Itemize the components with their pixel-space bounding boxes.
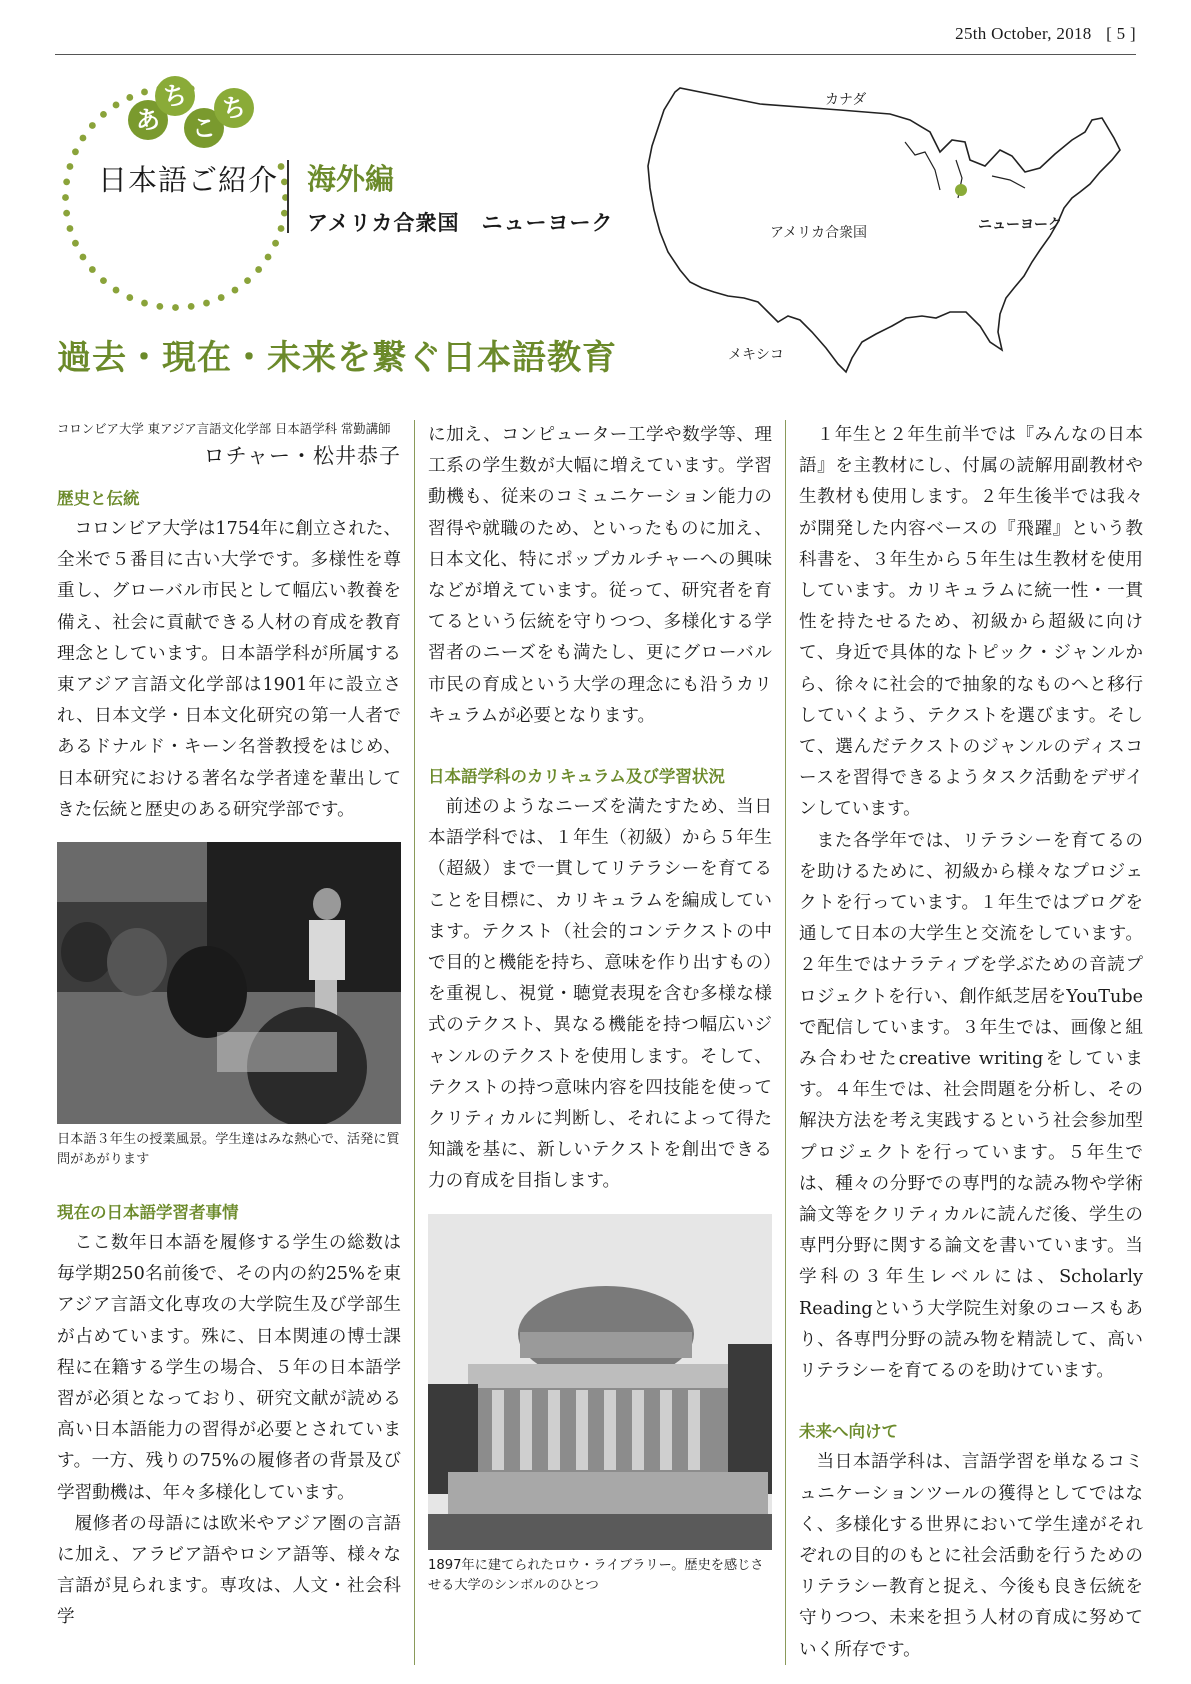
logo-dot bbox=[62, 194, 69, 201]
date-text: 25th October, 2018 bbox=[955, 24, 1092, 43]
section-heading-current: 現在の日本語学習者事情 bbox=[57, 1203, 239, 1223]
page-number: [ 5 ] bbox=[1106, 24, 1136, 43]
location-title: アメリカ合衆国 ニューヨーク bbox=[307, 211, 614, 235]
paragraph: また各学年では、リテラシーを育てるのを助けるために、初級から様々なプロジェクトを行っています。１年生ではブログを通して日本の大学生と交流をしています。２年生ではナラティブを学ぶための音読プロジェクトを行い、創作紙芝居をYouTubeで配信しています。３年生では、画像と組み合わせたcreative writingをしています。４年生では、社会問題を分析し、その解決方法を考え実践するという社会参加型プロジェクトを行っています。５年生では、種々の分野での専門的な読み物や学術論文等をクリティカルに読んだ後、学生の専門分野に関する論文を書いています。当学科の３年生レベルには、Scholarly Readingという大学院生対象のコースもあり、各専門分野の読み物を精読して、高いリテラシーを育てるのを助けています。 bbox=[799, 830, 1143, 1382]
article-column-2 bbox=[428, 420, 772, 1596]
logo-dot bbox=[156, 303, 163, 310]
paragraph: 前述のようなニーズを満たすため、当日本語学科では、１年生（初級）から５年生（超級）まで一貫してリテラシーを育てることを目標に、カリキュラムを編成しています。テクスト（社会的コンテクストの中で目的と機能を持ち、意味を作り出すもの）を重視し、視覚・聴覚表現を含む多様な様式のテクスト、異なる機能を持つ幅広いジャンルのテクストを使用します。そして、テクストの持つ意味内容を四技能を使ってクリティカルに判断し、それによって得た知識を基に、新しいテクストを創出できる力の育成を目指します。 bbox=[428, 797, 772, 1192]
paragraph: ここ数年日本語を履修する学生の総数は毎学期250名前後で、その内の約25%を東アジア言語文化専攻の大学院生及び学部生が占めています。殊に、日本関連の博士課程に在籍する学生の場合、５年の日本語学習が必須となっており、研究文献が読める高い日本語能力の習得が必要とされています。一方、残りの75%の履修者の背景及び学習動機は、年々多様化しています。 bbox=[57, 1233, 401, 1503]
logo-dot bbox=[67, 163, 74, 170]
series-title: 海外編 bbox=[307, 162, 395, 196]
logo-bubble-ko: こ bbox=[184, 108, 224, 148]
logo-dot bbox=[218, 294, 225, 301]
article-column-1 bbox=[57, 420, 401, 1634]
logo-dot bbox=[188, 303, 195, 310]
logo-dot bbox=[141, 89, 148, 96]
logo-dot bbox=[278, 225, 285, 232]
logo-dot bbox=[72, 148, 79, 155]
map-label-mexico: メキシコ bbox=[728, 347, 784, 363]
logo-dot bbox=[100, 277, 107, 284]
library-photo bbox=[428, 1214, 772, 1550]
logo-dot bbox=[89, 266, 96, 273]
usa-map bbox=[640, 80, 1160, 380]
logo-title: 日本語ご紹介 bbox=[98, 163, 279, 197]
logo-dot bbox=[89, 122, 96, 129]
author-name: ロチャー・松井恭子 bbox=[203, 444, 401, 468]
logo-dot bbox=[80, 135, 87, 142]
logo-dot bbox=[100, 111, 107, 118]
logo-dot bbox=[244, 277, 251, 284]
column-divider-2 bbox=[785, 420, 786, 1665]
logo-dot bbox=[272, 240, 279, 247]
logo-dot bbox=[126, 94, 133, 101]
logo-dot bbox=[255, 266, 262, 273]
logo-divider bbox=[287, 160, 289, 233]
logo-dot bbox=[141, 300, 148, 307]
logo-dot bbox=[113, 287, 120, 294]
logo-dot bbox=[63, 178, 70, 185]
section-heading-future: 未来へ向けて bbox=[799, 1422, 898, 1442]
logo-dot bbox=[126, 294, 133, 301]
paragraph: 履修者の母語には欧米やアジア圏の言語に加え、アラビア語やロシア語等、様々な言語が見られます。専攻は、人文・社会科学 bbox=[57, 1513, 401, 1628]
logo-dot bbox=[278, 163, 285, 170]
logo-dot bbox=[265, 254, 272, 261]
map-label-canada: カナダ bbox=[825, 92, 867, 108]
author-affiliation: コロンビア大学 東アジア言語文化学部 日本語学科 常勤講師 bbox=[57, 421, 391, 436]
map-label-newyork: ニューヨーク bbox=[978, 217, 1062, 233]
map-label-usa: アメリカ合衆国 bbox=[770, 225, 868, 241]
issue-date bbox=[955, 24, 1136, 44]
logo-bubble-chi2: ち bbox=[214, 88, 254, 128]
usa-outline bbox=[640, 80, 1160, 380]
logo-dot bbox=[72, 240, 79, 247]
header-rule bbox=[55, 54, 1136, 55]
logo-bubble-chi1: ち bbox=[155, 76, 195, 116]
section-heading-history: 歴史と伝統 bbox=[57, 489, 140, 508]
paragraph: 当日本語学科は、言語学習を単なるコミュニケーションツールの獲得としてではなく、多様化する世界において学生達がそれぞれの目的のもとに社会活動を行うためのリテラシー教育と捉え、今後も良き伝統を守りつつ、未来を担う人材の育成に努めていく所存です。 bbox=[799, 1452, 1143, 1660]
logo-dot bbox=[113, 102, 120, 109]
logo-dot bbox=[67, 225, 74, 232]
article-headline: 過去・現在・未来を繋ぐ日本語教育 bbox=[57, 338, 617, 378]
logo-dot bbox=[80, 254, 87, 261]
column-divider-1 bbox=[414, 420, 415, 1665]
logo-dot bbox=[203, 300, 210, 307]
paragraph: コロンビア大学は1754年に創立された、全米で５番目に古い大学です。多様性を尊重し、グローバル市民として幅広い教養を備え、社会に貢献できる人材の育成を教育理念としています。日本語学科が所属する東アジア言語文化学部は1901年に設立され、日本文学・日本文化研究の第一人者であるドナルド・キーン名誉教授をはじめ、日本研究における著名な学者達を輩出してきた伝統と歴史のある研究学部です。 bbox=[57, 519, 401, 820]
article-column-3 bbox=[799, 420, 1143, 1666]
classroom-photo-caption: 日本語３年生の授業風景。学生達はみな熱心で、活発に質問があがります bbox=[57, 1132, 400, 1168]
section-heading-curriculum: 日本語学科のカリキュラム及び学習状況 bbox=[428, 767, 725, 787]
logo-dot bbox=[63, 210, 70, 217]
logo-dot bbox=[232, 287, 239, 294]
logo-bubble-a: あ bbox=[128, 100, 168, 140]
paragraph: に加え、コンピューター工学や数学等、理工系の学生数が大幅に増えています。学習動機も、従来のコミュニケーション能力の習得や就職のため、といったものに加え、日本文化、特にポップカルチャーへの興味などが増えています。従って、研究者を育てるという伝統を守りつつ、多様化する学習者のニーズをも満たし、更にグローバル市民の育成という大学の理念にも沿うカリキュラムが必要となります。 bbox=[428, 425, 772, 726]
library-photo-caption: 1897年に建てられたロウ・ライブラリー。歴史を感じさせる大学のシンボルのひとつ bbox=[428, 1557, 764, 1593]
classroom-photo bbox=[57, 842, 401, 1124]
logo-dot bbox=[172, 304, 179, 311]
paragraph: １年生と２年生前半では『みんなの日本語』を主教材にし、付属の読解用副教材や生教材も使用します。２年生後半では我々が開発した内容ベースの『飛躍』という教科書を、３年生から５年生は生教材を使用しています。カリキュラムに統一性・一貫性を持たせるため、初級から超級に向けて、身近で具体的なトピック・ジャンルから、徐々に社会的で抽象的なものへと移行していくよう、テクストを選びます。そして、選んだテクストのジャンルのディスコースを習得できるようタスク活動をデザインしています。 bbox=[799, 425, 1143, 820]
